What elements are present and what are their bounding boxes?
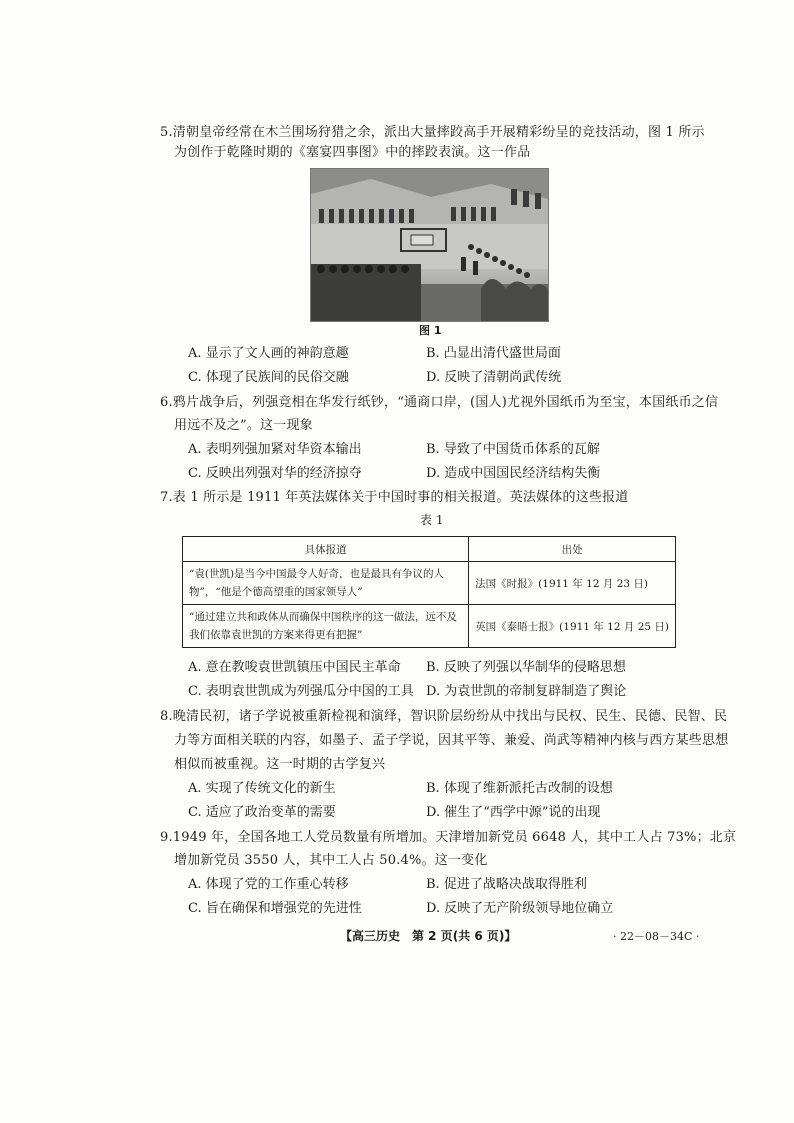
q9-stem-line1: 9.1949 年，全国各地工人党员数量有所增加。天津增加新党员 6648 人，其中工人占 73%；北京 — [160, 830, 737, 845]
q8-option-a[interactable]: A. 实现了传统文化的新生 — [188, 781, 336, 796]
q5-option-b[interactable]: B. 凸显出清代盛世局面 — [426, 346, 561, 361]
table-cell-report: “通过建立共和政体从而确保中国秩序的这一做法，远不及我们依靠袁世凯的方案来得更有把握” — [183, 605, 469, 648]
q7-option-a[interactable]: A. 意在教唆袁世凯镇压中国民主革命 — [188, 660, 401, 675]
q8-option-c[interactable]: C. 适应了政治变革的需要 — [188, 805, 336, 820]
q6-stem-line2: 用远不及之”。这一现象 — [174, 418, 313, 433]
table-row — [183, 605, 676, 648]
q9-option-d[interactable]: D. 反映了无产阶级领导地位确立 — [426, 901, 614, 916]
table-header-report: 具体报道 — [183, 537, 469, 562]
q7-option-b[interactable]: B. 反映了列强以华制华的侵略思想 — [426, 660, 626, 675]
q8-option-b[interactable]: B. 体现了维新派托古改制的设想 — [426, 781, 613, 796]
q5-stem-line2: 为创作于乾隆时期的《塞宴四事图》中的摔跤表演。这一作品 — [174, 145, 531, 160]
q7-option-c[interactable]: C. 表明袁世凯成为列强瓜分中国的工具 — [188, 684, 414, 699]
q6-option-c[interactable]: C. 反映出列强对华的经济掠夺 — [188, 466, 362, 481]
q8-stem-line1: 8.晚清民初，诸子学说被重新检视和演绎，智识阶层纷纷从中找出与民权、民生、民德、民智、民 — [160, 709, 728, 724]
q8-stem-line3: 相似而被重视。这一时期的古学复兴 — [174, 757, 386, 772]
page-footer: 【高三历史 第 2 页(共 6 页)】 — [340, 929, 517, 943]
table-cell-report: “袁(世凯)是当今中国最令人好奇，也是最具有争议的人物”，“他是个德高望重的国家领导人” — [183, 562, 469, 605]
table-title: 表 1 — [420, 513, 444, 527]
q9-option-a[interactable]: A. 体现了党的工作重心转移 — [188, 877, 349, 892]
figure-wrestling-painting — [310, 168, 549, 322]
q8-stem-line2: 力等方面相关联的内容，如墨子、孟子学说，因其平等、兼爱、尚武等精神内核与西方某些思想 — [174, 733, 729, 748]
q6-stem-line1: 6.鸦片战争后，列强竞相在华发行纸钞，“通商口岸，(国人)尤视外国纸币为至宝，本国纸币之信 — [160, 395, 719, 410]
q9-stem-line2: 增加新党员 3550 人，其中工人占 50.4%。这一变化 — [174, 853, 488, 868]
painting-illustration — [311, 169, 548, 321]
table-row — [183, 562, 676, 605]
q8-option-d[interactable]: D. 催生了“西学中源”说的出现 — [426, 805, 601, 820]
q9-option-b[interactable]: B. 促进了战略决战取得胜利 — [426, 877, 587, 892]
q6-option-a[interactable]: A. 表明列强加紧对华资本输出 — [188, 442, 362, 457]
exam-code: · 22－08－34C · — [613, 930, 700, 943]
q5-option-d[interactable]: D. 反映了清朝尚武传统 — [426, 370, 562, 385]
q5-option-a[interactable]: A. 显示了文人画的神韵意趣 — [188, 346, 349, 361]
reports-table — [182, 536, 676, 648]
table-header-row — [183, 537, 676, 562]
q6-option-d[interactable]: D. 造成中国国民经济结构失衡 — [426, 466, 601, 481]
q5-option-c[interactable]: C. 体现了民族间的民俗交融 — [188, 370, 349, 385]
q7-stem-line1: 7.表 1 所示是 1911 年英法媒体关于中国时事的相关报道。英法媒体的这些报道 — [160, 490, 629, 505]
table-cell-source: 英国《泰晤士报》(1911 年 12 月 25 日) — [469, 605, 676, 648]
table-header-source: 出处 — [469, 537, 676, 562]
q9-option-c[interactable]: C. 旨在确保和增强党的先进性 — [188, 901, 362, 916]
table-cell-source: 法国《时报》(1911 年 12 月 23 日) — [469, 562, 676, 605]
q7-option-d[interactable]: D. 为袁世凯的帝制复辟制造了舆论 — [426, 684, 627, 699]
figure-caption: 图 1 — [419, 324, 442, 337]
q5-stem-line1: 5.清朝皇帝经常在木兰围场狩猎之余，派出大量摔跤高手开展精彩纷呈的竞技活动，图 1 所示 — [160, 125, 705, 140]
q6-option-b[interactable]: B. 导致了中国货币体系的瓦解 — [426, 442, 600, 457]
